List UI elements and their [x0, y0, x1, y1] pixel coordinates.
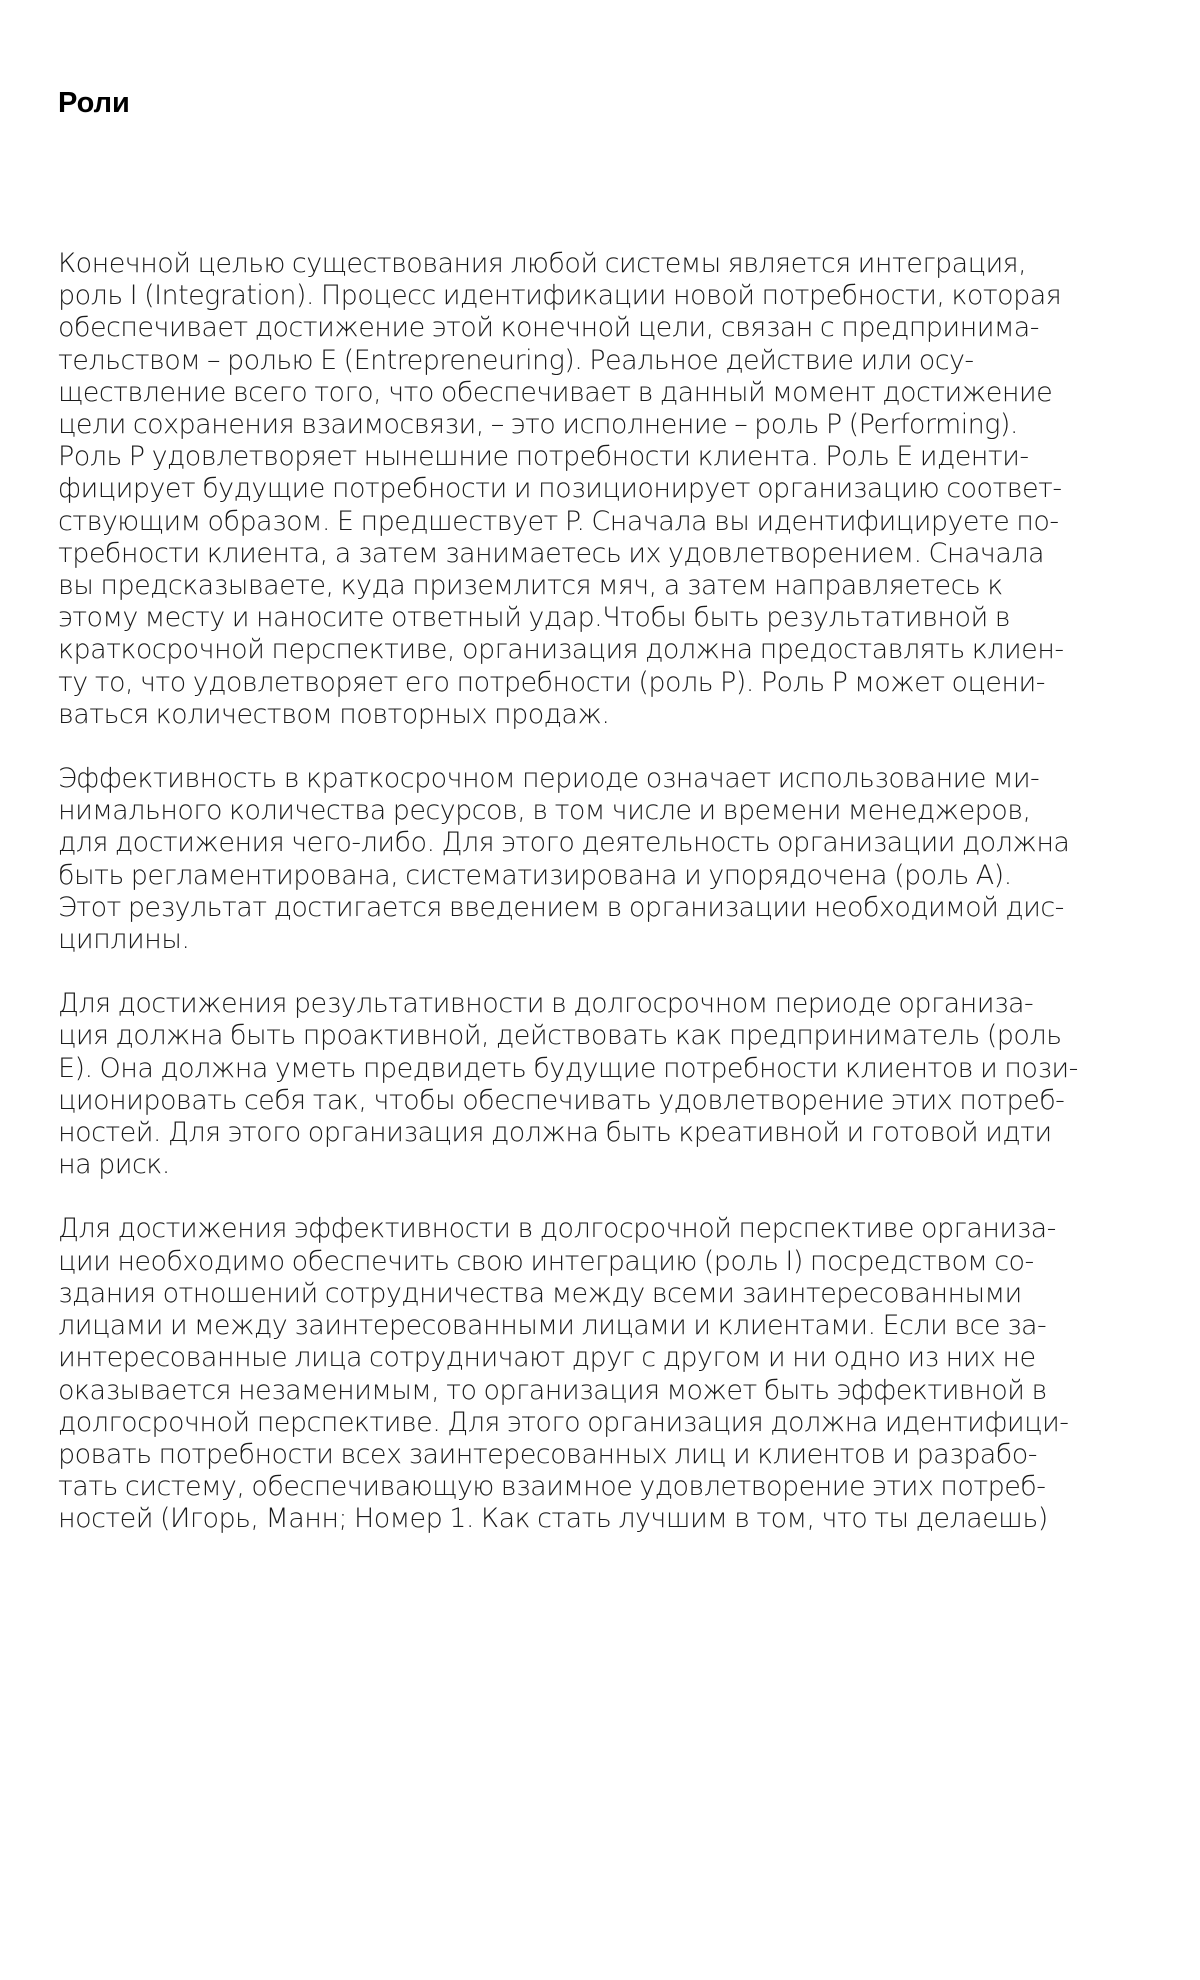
page-title: Роли	[58, 87, 130, 119]
paragraph-long-term-efficiency: Для достижения эффективности в долгосрочной перспективе организа- ции необходимо обеспечить свою интеграцию (роль I) посредством со- здания отношений сотрудничества между всеми заинтересованными лицами и между заинтересованными лицами и клиентами. Если все за- интересованные лица сотрудничают друг с другом и ни одно из них не оказывается незаменимым, то организация может быть эффективной в долгосрочной перспективе. Для этого организация должна идентифици- ровать потребности всех заинтересованных лиц и клиентов и разрабо- тать систему, обеспечивающую взаимное удовлетворение этих потреб- ностей (Игорь, Манн; Номер 1. Как стать лучшим в том, что ты делаешь)	[58, 1213, 1069, 1535]
document-body	[58, 248, 1158, 1568]
paragraph-roles-intro: Конечной целью существования любой системы является интеграция, роль I (Integration). Процесс идентификации новой потребности, которая обеспечивает достижение этой конечной цели, связан с предпринима- тельством – ролью E (Entrepreneuring). Реальное действие или осу- ществление всего того, что обеспечивает в данный момент достижение цели сохранения взаимосвязи, – это исполнение – роль P (Performing). Роль P удовлетворяет нынешние потребности клиента. Роль E иденти- фицирует будущие потребности и позиционирует организацию соответ- ствующим образом. E предшествует P. Сначала вы идентифицируете по- требности клиента, а затем занимаетесь их удовлетворением. Сначала вы предсказываете, куда приземлится мяч, а затем направляетесь к этому месту и наносите ответный удар.Чтобы быть результативной в краткосрочной перспективе, организация должна предоставлять клиен- ту то, что удовлетворяет его потребности (роль P). Роль P может оцени- ваться количеством повторных продаж.	[58, 248, 1064, 730]
paragraph-short-term-efficiency: Эффективность в краткосрочном периоде означает использование ми- нимального количества ресурсов, в том числе и времени менеджеров, для достижения чего-либо. Для этого деятельность организации должна быть регламентирована, систематизирована и упорядочена (роль A). Этот результат достигается введением в организации необходимой дис- циплины.	[58, 763, 1070, 956]
paragraph-long-term-effectiveness: Для достижения результативности в долгосрочном периоде организа- ция должна быть проактивной, действовать как предприниматель (роль E). Она должна уметь предвидеть будущие потребности клиентов и пози- ционировать себя так, чтобы обеспечивать удовлетворение этих потреб- ностей. Для этого организация должна быть креативной и готовой идти на риск.	[58, 988, 1078, 1181]
